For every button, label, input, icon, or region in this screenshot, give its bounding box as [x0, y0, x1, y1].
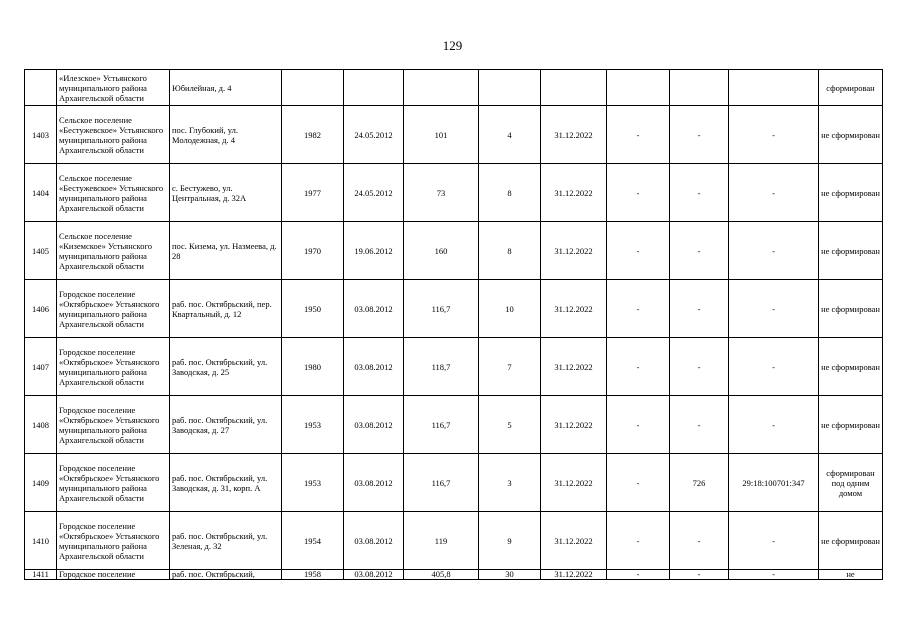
recognition-date-cell: 03.08.2012	[344, 396, 404, 454]
year-built-cell: 1970	[282, 222, 344, 280]
recognition-date-cell: 03.08.2012	[344, 280, 404, 338]
recognition-date-cell	[344, 70, 404, 106]
planned-date-cell: 31.12.2022	[541, 106, 607, 164]
cadastral-number-cell: -	[729, 164, 819, 222]
row-number-cell: 1403	[25, 106, 57, 164]
land-area-cell: 726	[670, 454, 729, 512]
planned-date-cell: 31.12.2022	[541, 396, 607, 454]
row-number-cell: 1411	[25, 570, 57, 580]
address-cell: пос. Глубокий, ул. Молодежная, д. 4	[170, 106, 282, 164]
row-number-cell: 1408	[25, 396, 57, 454]
area-cell: 405,8	[404, 570, 479, 580]
address-cell: Юбилейная, д. 4	[170, 70, 282, 106]
cadastral-number-cell: -	[729, 396, 819, 454]
land-area-cell	[670, 70, 729, 106]
land-status-cell: не сформирован	[819, 164, 883, 222]
residents-cell: 7	[479, 338, 541, 396]
table-row	[25, 280, 883, 338]
year-built-cell: 1953	[282, 396, 344, 454]
recognition-date-cell: 03.08.2012	[344, 570, 404, 580]
residents-cell: 8	[479, 222, 541, 280]
col-9-cell: -	[607, 512, 670, 570]
page-number: 129	[442, 38, 463, 53]
area-cell	[404, 70, 479, 106]
year-built-cell: 1954	[282, 512, 344, 570]
municipality-cell: Городское поселение	[57, 570, 170, 580]
year-built-cell: 1977	[282, 164, 344, 222]
table-row	[25, 70, 883, 106]
table-row	[25, 396, 883, 454]
municipality-cell: Городское поселение «Октябрьское» Устьянского муниципального района Архангельской области	[57, 280, 170, 338]
row-number-cell: 1406	[25, 280, 57, 338]
cadastral-number-cell	[729, 70, 819, 106]
land-status-cell: сформирован	[819, 70, 883, 106]
municipality-cell: Сельское поселение «Бестужевское» Устьянского муниципального района Архангельской области	[57, 106, 170, 164]
col-9-cell	[607, 70, 670, 106]
recognition-date-cell: 24.05.2012	[344, 106, 404, 164]
year-built-cell	[282, 70, 344, 106]
land-status-cell: не сформирован	[819, 338, 883, 396]
table-row	[25, 570, 883, 580]
municipality-cell: Городское поселение «Октябрьское» Устьянского муниципального района Архангельской области	[57, 512, 170, 570]
area-cell: 118,7	[404, 338, 479, 396]
address-cell: раб. пос. Октябрьский, ул. Заводская, д. 25	[170, 338, 282, 396]
land-area-cell: -	[670, 222, 729, 280]
col-9-cell: -	[607, 106, 670, 164]
table-row	[25, 222, 883, 280]
land-area-cell: -	[670, 570, 729, 580]
row-number-cell: 1407	[25, 338, 57, 396]
col-9-cell: -	[607, 222, 670, 280]
land-status-cell: не сформирован	[819, 512, 883, 570]
col-9-cell: -	[607, 570, 670, 580]
area-cell: 101	[404, 106, 479, 164]
municipality-cell: Городское поселение «Октябрьское» Устьянского муниципального района Архангельской области	[57, 454, 170, 512]
planned-date-cell: 31.12.2022	[541, 454, 607, 512]
area-cell: 116,7	[404, 454, 479, 512]
cadastral-number-cell: -	[729, 512, 819, 570]
housing-registry-table	[24, 69, 883, 580]
col-9-cell: -	[607, 338, 670, 396]
municipality-cell: «Илезское» Устьянского муниципального района Архангельской области	[57, 70, 170, 106]
year-built-cell: 1950	[282, 280, 344, 338]
area-cell: 116,7	[404, 396, 479, 454]
land-area-cell: -	[670, 396, 729, 454]
municipality-cell: Городское поселение «Октябрьское» Устьянского муниципального района Архангельской области	[57, 338, 170, 396]
municipality-cell: Сельское поселение «Бестужевское» Устьянского муниципального района Архангельской области	[57, 164, 170, 222]
recognition-date-cell: 24.05.2012	[344, 164, 404, 222]
year-built-cell: 1958	[282, 570, 344, 580]
table-row	[25, 512, 883, 570]
address-cell: раб. пос. Октябрьский, ул. Заводская, д. 31, корп. А	[170, 454, 282, 512]
area-cell: 160	[404, 222, 479, 280]
table-row	[25, 454, 883, 512]
cadastral-number-cell: -	[729, 338, 819, 396]
residents-cell	[479, 70, 541, 106]
address-cell: раб. пос. Октябрьский, пер. Квартальный, д. 12	[170, 280, 282, 338]
residents-cell: 10	[479, 280, 541, 338]
year-built-cell: 1982	[282, 106, 344, 164]
row-number-cell: 1405	[25, 222, 57, 280]
land-status-cell: не	[819, 570, 883, 580]
planned-date-cell: 31.12.2022	[541, 222, 607, 280]
row-number-cell: 1409	[25, 454, 57, 512]
table-row	[25, 164, 883, 222]
col-9-cell: -	[607, 280, 670, 338]
recognition-date-cell: 19.06.2012	[344, 222, 404, 280]
residents-cell: 8	[479, 164, 541, 222]
table-row	[25, 338, 883, 396]
area-cell: 73	[404, 164, 479, 222]
row-number-cell	[25, 70, 57, 106]
land-area-cell: -	[670, 280, 729, 338]
municipality-cell: Городское поселение «Октябрьское» Устьянского муниципального района Архангельской области	[57, 396, 170, 454]
land-area-cell: -	[670, 512, 729, 570]
area-cell: 119	[404, 512, 479, 570]
col-9-cell: -	[607, 454, 670, 512]
planned-date-cell: 31.12.2022	[541, 164, 607, 222]
land-area-cell: -	[670, 106, 729, 164]
land-status-cell: не сформирован	[819, 396, 883, 454]
cadastral-number-cell: -	[729, 222, 819, 280]
land-status-cell: сформирован под одним домом	[819, 454, 883, 512]
address-cell: раб. пос. Октябрьский, ул. Заводская, д. 27	[170, 396, 282, 454]
cadastral-number-cell: 29:18:100701:347	[729, 454, 819, 512]
address-cell: раб. пос. Октябрьский,	[170, 570, 282, 580]
year-built-cell: 1953	[282, 454, 344, 512]
land-status-cell: не сформирован	[819, 280, 883, 338]
recognition-date-cell: 03.08.2012	[344, 454, 404, 512]
recognition-date-cell: 03.08.2012	[344, 338, 404, 396]
col-9-cell: -	[607, 396, 670, 454]
recognition-date-cell: 03.08.2012	[344, 512, 404, 570]
municipality-cell: Сельское поселение «Киземское» Устьянского муниципального района Архангельской области	[57, 222, 170, 280]
table-body	[25, 70, 883, 580]
land-status-cell: не сформирован	[819, 106, 883, 164]
cadastral-number-cell: -	[729, 106, 819, 164]
planned-date-cell: 31.12.2022	[541, 512, 607, 570]
col-9-cell: -	[607, 164, 670, 222]
planned-date-cell: 31.12.2022	[541, 338, 607, 396]
residents-cell: 9	[479, 512, 541, 570]
land-area-cell: -	[670, 338, 729, 396]
address-cell: пос. Кизема, ул. Назмеева, д. 28	[170, 222, 282, 280]
address-cell: с. Бестужево, ул. Центральная, д. 32А	[170, 164, 282, 222]
planned-date-cell	[541, 70, 607, 106]
residents-cell: 30	[479, 570, 541, 580]
row-number-cell: 1410	[25, 512, 57, 570]
address-cell: раб. пос. Октябрьский, ул. Зеленая, д. 32	[170, 512, 282, 570]
land-area-cell: -	[670, 164, 729, 222]
residents-cell: 4	[479, 106, 541, 164]
planned-date-cell: 31.12.2022	[541, 570, 607, 580]
cadastral-number-cell: -	[729, 570, 819, 580]
land-status-cell: не сформирован	[819, 222, 883, 280]
table-row	[25, 106, 883, 164]
year-built-cell: 1980	[282, 338, 344, 396]
planned-date-cell: 31.12.2022	[541, 280, 607, 338]
residents-cell: 3	[479, 454, 541, 512]
residents-cell: 5	[479, 396, 541, 454]
row-number-cell: 1404	[25, 164, 57, 222]
area-cell: 116,7	[404, 280, 479, 338]
cadastral-number-cell: -	[729, 280, 819, 338]
